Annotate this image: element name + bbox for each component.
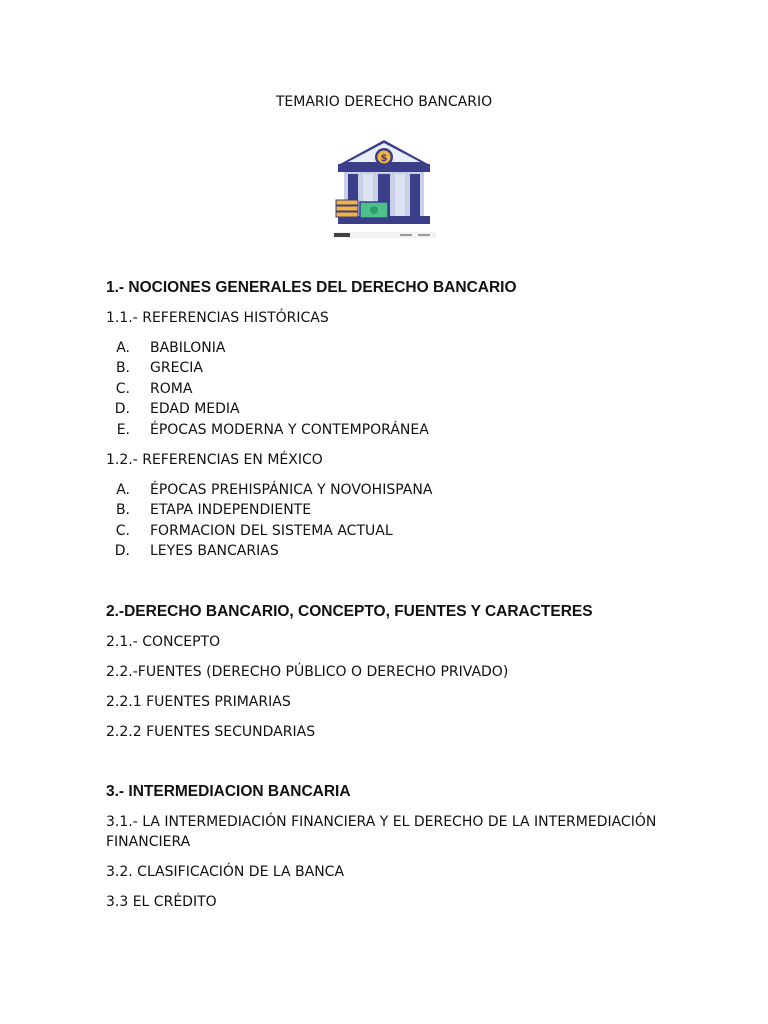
section-heading-3: 3.- INTERMEDIACION BANCARIA bbox=[106, 782, 351, 800]
subsection-1-1: 1.1.- REFERENCIAS HISTÓRICAS bbox=[106, 310, 329, 326]
subsection-2-2-2: 2.2.2 FUENTES SECUNDARIAS bbox=[106, 723, 316, 740]
subsection-3-1: 3.1.- LA INTERMEDIACIÓN FINANCIERA Y EL DERECHO DE LA INTERMEDIACIÓN FINANCIERA bbox=[106, 813, 657, 850]
subsection-1-2: 1.2.- REFERENCIAS EN MÉXICO bbox=[106, 452, 323, 469]
bank-building-icon bbox=[330, 128, 438, 240]
list-item: A. ÉPOCAS PREHISPÁNICA Y NOVOHISPANA bbox=[116, 482, 433, 499]
list-historical-references bbox=[106, 338, 686, 440]
list-item: E. ÉPOCAS MODERNA Y CONTEMPORÁNEA bbox=[116, 421, 429, 438]
subsection-3-2: 3.2. CLASIFICACIÓN DE LA BANCA bbox=[106, 863, 345, 880]
section-heading-1: 1.- NOCIONES GENERALES DEL DERECHO BANCARIO bbox=[106, 279, 517, 296]
subsection-2-2: 2.2.-FUENTES (DERECHO PÚBLICO O DERECHO PRIVADO) bbox=[106, 663, 509, 680]
list-item: C. ROMA bbox=[115, 380, 193, 397]
subsection-2-2-1: 2.2.1 FUENTES PRIMARIAS bbox=[106, 693, 291, 710]
document-title: TEMARIO DERECHO BANCARIO bbox=[275, 94, 493, 110]
section-heading-2: 2.-DERECHO BANCARIO, CONCEPTO, FUENTES Y CARACTERES bbox=[106, 602, 593, 620]
subsection-2-1: 2.1.- CONCEPTO bbox=[106, 633, 221, 650]
list-item: D. LEYES BANCARIAS bbox=[114, 543, 279, 560]
list-item: B. ETAPA INDEPENDIENTE bbox=[115, 502, 312, 519]
section-spacer bbox=[106, 752, 686, 782]
section-spacer bbox=[106, 572, 686, 602]
subsection-3-3: 3.3 EL CRÉDITO bbox=[106, 893, 217, 910]
svg-text:$: $ bbox=[380, 153, 388, 164]
list-item: D. EDAD MEDIA bbox=[114, 401, 240, 418]
syllabus-content bbox=[106, 278, 686, 922]
list-mexico-references bbox=[106, 480, 686, 562]
list-item: C. FORMACION DEL SISTEMA ACTUAL bbox=[115, 522, 393, 539]
list-item: B. GRECIA bbox=[115, 360, 203, 377]
list-item: A. BABILONIA bbox=[116, 340, 226, 356]
